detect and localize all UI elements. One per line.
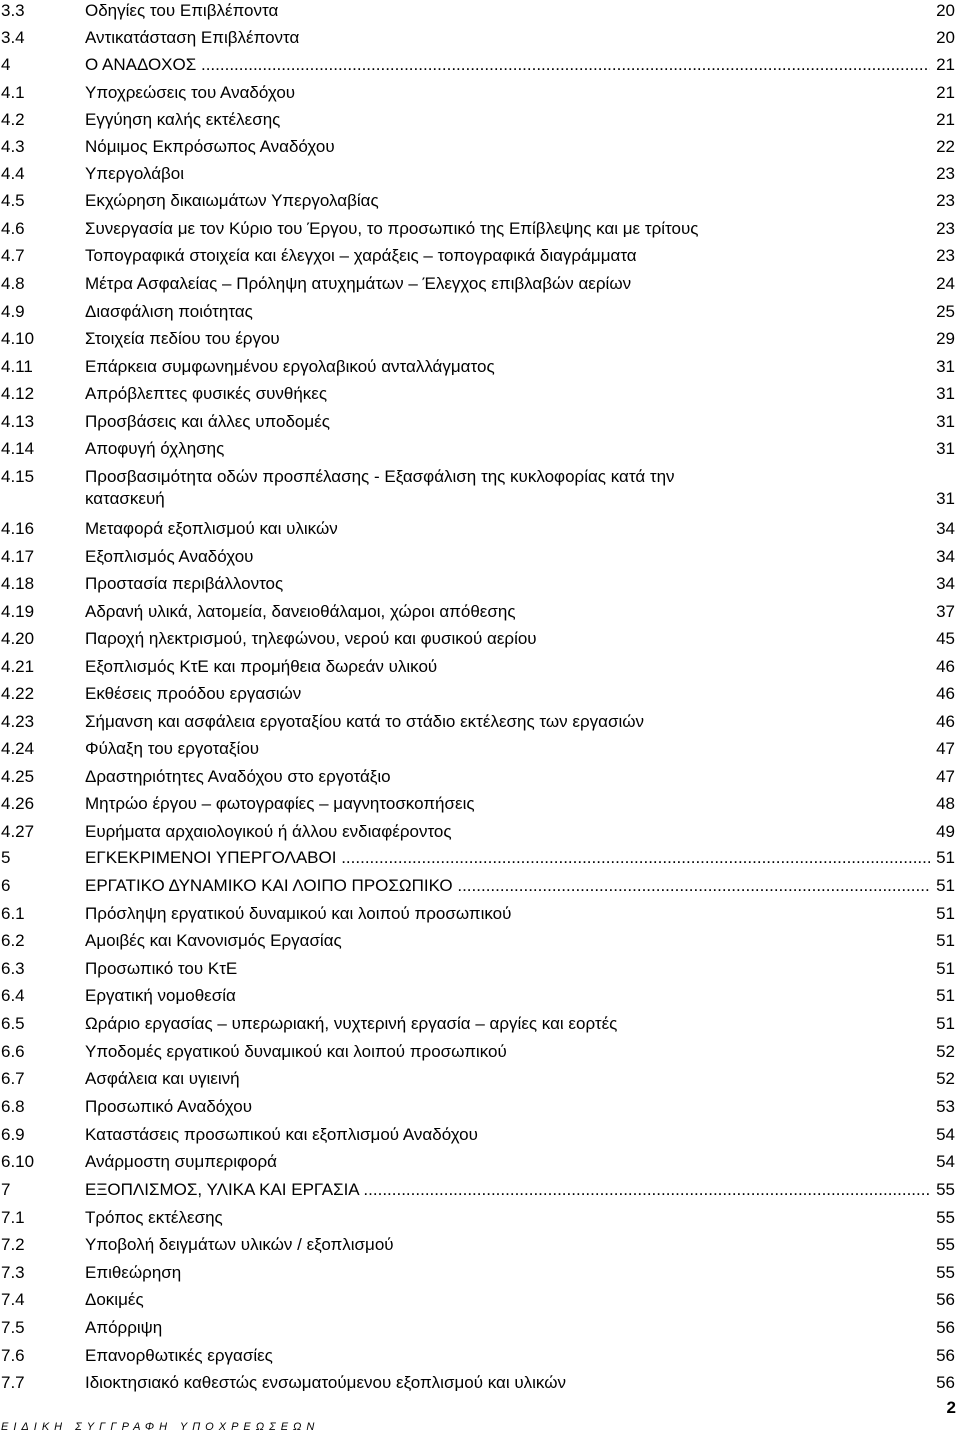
toc-number: 4.27 — [1, 822, 35, 841]
toc-entry[interactable] — [0, 109, 960, 131]
toc-number: 3.4 — [1, 28, 25, 47]
toc-entry[interactable] — [0, 27, 960, 49]
toc-number: 4.13 — [1, 412, 35, 431]
toc-title: Ο ΑΝΑΔΟΧΟΣ ..... — [85, 54, 930, 76]
toc-title: Δραστηριότητες Αναδόχου στο εργοτάξιο — [85, 767, 391, 786]
toc-title: Υπεργολάβοι — [85, 164, 185, 183]
toc-entry[interactable] — [0, 1317, 960, 1339]
toc-title: Απόρριψη — [85, 1318, 163, 1337]
toc-entry[interactable] — [0, 711, 960, 733]
toc-page: 51 — [936, 931, 955, 950]
toc-title-line: Προσβασιμότητα οδών προσπέλασης - Εξασφάλιση της κυκλοφορίας κατά την — [85, 467, 675, 486]
toc-entry[interactable] — [0, 163, 960, 185]
toc-title: Ανάρμοστη συμπεριφορά — [85, 1152, 277, 1171]
toc-number: 6 — [1, 876, 11, 895]
toc-number: 4.2 — [1, 110, 25, 129]
toc-number: 4.23 — [1, 712, 35, 731]
toc-page: 21 — [936, 55, 955, 74]
toc-entry[interactable] — [0, 1041, 960, 1063]
toc-title: Εξοπλισμός ΚτΕ και προμήθεια δωρεάν υλικού — [85, 657, 438, 676]
toc-entry[interactable] — [0, 1151, 960, 1173]
toc-number: 4.22 — [1, 684, 35, 703]
toc-number: 7 — [1, 1180, 11, 1199]
toc-title: Σήμανση και ασφάλεια εργοταξίου κατά το στάδιο εκτέλεσης των εργασιών — [85, 712, 644, 731]
toc-entry[interactable] — [0, 1124, 960, 1146]
toc-entry[interactable] — [0, 628, 960, 650]
toc-title: Προσωπικό Αναδόχου — [85, 1097, 253, 1116]
toc-title: Εκθέσεις προόδου εργασιών — [85, 684, 302, 703]
toc-number: 4.25 — [1, 767, 35, 786]
toc-entry[interactable] — [0, 958, 960, 980]
toc-number: 6.1 — [1, 904, 25, 923]
toc-number: 4.4 — [1, 164, 25, 183]
toc-number: 6.6 — [1, 1042, 25, 1061]
toc-entry[interactable] — [0, 546, 960, 568]
toc-title: Δοκιμές — [85, 1290, 144, 1309]
toc-entry[interactable] — [0, 301, 960, 323]
toc-title: Νόμιμος Εκπρόσωπος Αναδόχου — [85, 137, 335, 156]
toc-page: 23 — [936, 191, 955, 210]
toc-title: Εκχώρηση δικαιωμάτων Υπεργολαβίας — [85, 191, 379, 210]
toc-title: Οδηγίες του Επιβλέποντα — [85, 1, 279, 20]
toc-number: 7.4 — [1, 1290, 25, 1309]
toc-number: 4.15 — [1, 467, 35, 486]
toc-number: 7.6 — [1, 1346, 25, 1365]
toc-number: 6.7 — [1, 1069, 25, 1088]
toc-number: 4.18 — [1, 574, 35, 593]
toc-page: 55 — [936, 1263, 955, 1282]
toc-entry[interactable] — [0, 1068, 960, 1090]
toc-title: Προσβάσεις και άλλες υποδομές — [85, 412, 330, 431]
toc-title: Αμοιβές και Κανονισμός Εργασίας — [85, 931, 342, 950]
toc-page: 46 — [936, 712, 955, 731]
toc-title: ΕΓΚΕΚΡΙΜΕΝΟΙ ΥΠΕΡΓΟΛΑΒΟΙ ..... — [85, 847, 930, 869]
toc-page: 51 — [936, 876, 955, 895]
toc-number: 4.14 — [1, 439, 35, 458]
toc-entry[interactable] — [0, 466, 960, 510]
toc-title: Ιδιοκτησιακό καθεστώς ενσωματούμενου εξοπλισμού και υλικών — [85, 1373, 566, 1392]
toc-page: 31 — [936, 412, 955, 431]
toc-entry[interactable] — [0, 438, 960, 460]
toc-entry[interactable] — [0, 1345, 960, 1367]
toc-number: 4.9 — [1, 302, 25, 321]
toc-title: Ωράριο εργασίας – υπερωριακή, νυχτερινή εργασία – αργίες και εορτές — [85, 1014, 618, 1033]
toc-page: 23 — [936, 219, 955, 238]
toc-number: 4.11 — [1, 357, 33, 376]
toc-page: 54 — [936, 1125, 955, 1144]
toc-title: Μεταφορά εξοπλισμού και υλικών — [85, 519, 338, 538]
toc-page: 53 — [936, 1097, 955, 1116]
toc-page: 47 — [936, 739, 955, 758]
toc-page: 23 — [936, 246, 955, 265]
toc-title: Αποφυγή όχλησης — [85, 439, 225, 458]
toc-number: 4.3 — [1, 137, 25, 156]
toc-entry[interactable] — [0, 1096, 960, 1118]
toc-number: 4.26 — [1, 794, 35, 813]
toc-page: 34 — [936, 519, 955, 538]
toc-entry[interactable] — [0, 601, 960, 623]
toc-number: 6.8 — [1, 1097, 25, 1116]
toc-number: 6.9 — [1, 1125, 25, 1144]
toc-page: 56 — [936, 1346, 955, 1365]
toc-page: 46 — [936, 657, 955, 676]
toc-entry[interactable] — [0, 136, 960, 158]
toc-entry[interactable] — [0, 656, 960, 678]
toc-entry[interactable] — [0, 0, 960, 22]
toc-title: Υποβολή δειγμάτων υλικών / εξοπλισμού — [85, 1235, 394, 1254]
toc-page: 29 — [936, 329, 955, 348]
toc-title: Καταστάσεις προσωπικού και εξοπλισμού Αναδόχου — [85, 1125, 478, 1144]
toc-number: 4.1 — [1, 83, 25, 102]
toc-title: Απρόβλεπτες φυσικές συνθήκες — [85, 384, 328, 403]
toc-entry[interactable] — [0, 54, 960, 76]
toc-page: 49 — [936, 822, 955, 841]
toc-title: ΕΡΓΑΤΙΚΟ ΔΥΝΑΜΙΚΟ ΚΑΙ ΛΟΙΠΟ ΠΡΟΣΩΠΙΚΟ ..... — [85, 875, 930, 897]
toc-page: 34 — [936, 547, 955, 566]
toc-number: 7.3 — [1, 1263, 25, 1282]
toc-page: 21 — [936, 110, 955, 129]
toc-title: Μητρώο έργου – φωτογραφίες – μαγνητοσκοπήσεις — [85, 794, 475, 813]
toc-page: 56 — [936, 1290, 955, 1309]
toc-entry[interactable] — [0, 1289, 960, 1311]
toc-page: 56 — [936, 1373, 955, 1392]
toc-entry[interactable] — [0, 518, 960, 540]
toc-page: 47 — [936, 767, 955, 786]
toc-page: 52 — [936, 1069, 955, 1088]
toc-title: Παροχή ηλεκτρισμού, τηλεφώνου, νερού και φυσικού αερίου — [85, 629, 537, 648]
toc-page: 37 — [936, 602, 955, 621]
toc-page: 31 — [936, 489, 955, 508]
toc-title: Αδρανή υλικά, λατομεία, δανειοθάλαμοι, χώροι απόθεσης — [85, 602, 516, 621]
toc-entry[interactable] — [0, 573, 960, 595]
page-number: 2 — [946, 1398, 956, 1417]
toc-number: 4.10 — [1, 329, 35, 348]
toc-title: Τοπογραφικά στοιχεία και έλεγχοι – χαράξεις – τοπογραφικά διαγράμματα — [85, 246, 637, 265]
toc-title: Συνεργασία με τον Κύριο του Έργου, το προσωπικό της Επίβλεψης και με τρίτους — [85, 219, 699, 238]
toc-number: 7.2 — [1, 1235, 25, 1254]
toc-title: Εξοπλισμός Αναδόχου — [85, 547, 254, 566]
toc-page: 55 — [936, 1235, 955, 1254]
toc-entry[interactable] — [0, 245, 960, 267]
toc-page: 31 — [936, 384, 955, 403]
toc-entry[interactable] — [0, 411, 960, 433]
toc-title: Υποδομές εργατικού δυναμικού και λοιπού προσωπικού — [85, 1042, 507, 1061]
toc-title: Αντικατάσταση Επιβλέποντα — [85, 28, 300, 47]
toc-title: Ευρήματα αρχαιολογικού ή άλλου ενδιαφέροντος — [85, 822, 452, 841]
toc-title: Προστασία περιβάλλοντος — [85, 574, 284, 593]
toc-page: 45 — [936, 629, 955, 648]
toc-page: 48 — [936, 794, 955, 813]
toc-number: 4.19 — [1, 602, 35, 621]
toc-page: 56 — [936, 1318, 955, 1337]
toc-page: 51 — [936, 848, 955, 867]
toc-page: 22 — [936, 137, 955, 156]
toc-number: 4.17 — [1, 547, 35, 566]
toc-entry[interactable] — [0, 218, 960, 240]
toc-page: 25 — [936, 302, 955, 321]
toc-number: 4.20 — [1, 629, 35, 648]
toc-number: 3.3 — [1, 1, 25, 20]
toc-number: 4.24 — [1, 739, 35, 758]
toc-entry[interactable] — [0, 1372, 960, 1394]
toc-entry[interactable] — [0, 683, 960, 705]
toc-title — [85, 466, 805, 510]
toc-number: 4.6 — [1, 219, 25, 238]
toc-page: 31 — [936, 357, 955, 376]
toc-page: 51 — [936, 986, 955, 1005]
toc-entry[interactable] — [0, 273, 960, 295]
toc-entry[interactable] — [0, 1234, 960, 1256]
toc-title: Φύλαξη του εργοταξίου — [85, 739, 260, 758]
toc-page: 54 — [936, 1152, 955, 1171]
toc-number: 4.16 — [1, 519, 35, 538]
footer-title: ΕΙΔΙΚΗ ΣΥΓΓΡΑΦΗ ΥΠΟΧΡΕΩΣΕΩΝ — [1, 1421, 320, 1433]
toc-number: 4 — [1, 55, 11, 74]
toc-number: 4.8 — [1, 274, 25, 293]
toc-number: 4.12 — [1, 384, 35, 403]
toc-page: 21 — [936, 83, 955, 102]
toc-number: 4.5 — [1, 191, 25, 210]
toc-entry[interactable] — [0, 766, 960, 788]
toc-number: 7.1 — [1, 1208, 25, 1227]
toc-entry[interactable] — [0, 190, 960, 212]
toc-title: Επάρκεια συμφωνημένου εργολαβικού ανταλλάγματος — [85, 357, 495, 376]
toc-page: 23 — [936, 164, 955, 183]
toc-title: Τρόπος εκτέλεσης — [85, 1208, 223, 1227]
toc-entry[interactable] — [0, 821, 960, 843]
toc-page: 24 — [936, 274, 955, 293]
toc-number: 6.2 — [1, 931, 25, 950]
toc-entry[interactable] — [0, 82, 960, 104]
toc-entry[interactable] — [0, 738, 960, 760]
toc-title: Προσωπικό του ΚτΕ — [85, 959, 238, 978]
toc-entry[interactable] — [0, 875, 960, 897]
toc-entry[interactable] — [0, 930, 960, 952]
toc-title: Επανορθωτικές εργασίες — [85, 1346, 273, 1365]
toc-title: Εγγύηση καλής εκτέλεσης — [85, 110, 281, 129]
toc-title: Επιθεώρηση — [85, 1263, 182, 1282]
toc-title: Ασφάλεια και υγιεινή — [85, 1069, 240, 1088]
toc-page: 20 — [936, 1, 955, 20]
toc-title: ΕΞΟΠΛΙΣΜΟΣ, ΥΛΙΚΑ ΚΑΙ ΕΡΓΑΣΙΑ ..... — [85, 1179, 930, 1201]
toc-title: Διασφάλιση ποιότητας — [85, 302, 253, 321]
toc-page: 51 — [936, 1014, 955, 1033]
toc-number: 6.5 — [1, 1014, 25, 1033]
toc-number: 4.21 — [1, 657, 35, 676]
toc-number: 6.10 — [1, 1152, 35, 1171]
toc-title: Μέτρα Ασφαλείας – Πρόληψη ατυχημάτων – Έλεγχος επιβλαβών αερίων — [85, 274, 632, 293]
toc-entry[interactable] — [0, 793, 960, 815]
toc-entry[interactable] — [0, 328, 960, 350]
toc-number: 6.4 — [1, 986, 25, 1005]
toc-number: 6.3 — [1, 959, 25, 978]
toc-entry[interactable] — [0, 1262, 960, 1284]
toc-number: 7.5 — [1, 1318, 25, 1337]
toc-title: Εργατική νομοθεσία — [85, 986, 236, 1005]
toc-page: 20 — [936, 28, 955, 47]
toc-page: 55 — [936, 1208, 955, 1227]
toc-title-line: κατασκευή — [85, 489, 165, 508]
toc-entry[interactable] — [0, 356, 960, 378]
toc-entry[interactable] — [0, 1013, 960, 1035]
toc-entry[interactable] — [0, 383, 960, 405]
toc-entry[interactable] — [0, 1179, 960, 1201]
toc-number: 7.7 — [1, 1373, 25, 1392]
toc-entry[interactable] — [0, 903, 960, 925]
toc-entry[interactable] — [0, 985, 960, 1007]
toc-entry[interactable] — [0, 1207, 960, 1229]
toc-number: 5 — [1, 848, 11, 867]
toc-number: 4.7 — [1, 246, 25, 265]
toc-page: 51 — [936, 959, 955, 978]
toc-title: Στοιχεία πεδίου του έργου — [85, 329, 280, 348]
toc-title: Υποχρεώσεις του Αναδόχου — [85, 83, 296, 102]
toc-entry[interactable] — [0, 847, 960, 869]
toc-page: 31 — [936, 439, 955, 458]
toc-page: 55 — [936, 1180, 955, 1199]
toc-page: 34 — [936, 574, 955, 593]
toc-page: 51 — [936, 904, 955, 923]
toc-page: 46 — [936, 684, 955, 703]
toc-title: Πρόσληψη εργατικού δυναμικού και λοιπού προσωπικού — [85, 904, 512, 923]
toc-page: 52 — [936, 1042, 955, 1061]
